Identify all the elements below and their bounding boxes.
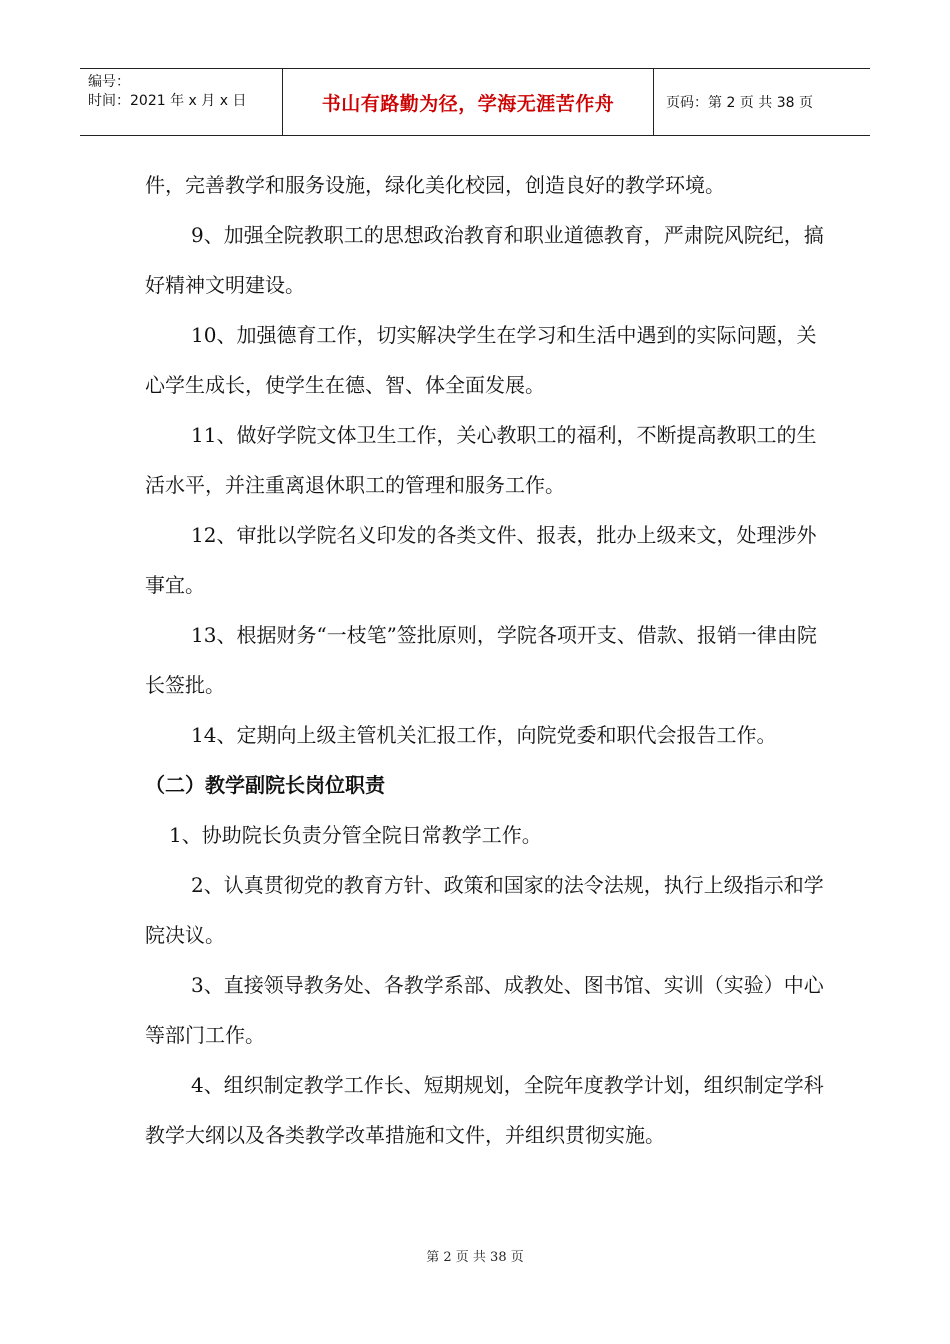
- page-footer: 第 2 页 共 38 页: [426, 1250, 524, 1265]
- header-motto: 书山有路勤为径，学海无涯苦作舟: [282, 69, 654, 135]
- header-meta: [80, 69, 282, 135]
- paragraph: 件，完善教学和服务设施，绿化美化校园，创造良好的教学环境。: [145, 173, 725, 197]
- section-item: 3、直接领导教务处、各教学系部、成教处、图书馆、实训（实验）中心等部门工作。: [145, 973, 824, 1047]
- paragraph: 11、做好学院文体卫生工作，关心教职工的福利，不断提高教职工的生活水平，并注重离退休职工的管理和服务工作。: [145, 423, 817, 497]
- page-header: [80, 68, 870, 136]
- header-number-label: 编号：: [88, 74, 130, 90]
- section-item: 1、协助院长负责分管全院日常教学工作。: [169, 823, 542, 847]
- section-item: 2、认真贯彻党的教育方针、政策和国家的法令法规，执行上级指示和学院决议。: [145, 873, 824, 947]
- header-page-code: 页码：第 2 页 共 38 页: [666, 95, 813, 111]
- section-item: 4、组织制定教学工作长、短期规划，全院年度教学计划，组织制定学科教学大纲以及各类教学改革措施和文件，并组织贯彻实施。: [145, 1073, 824, 1147]
- document-body: [145, 160, 835, 1160]
- paragraph: 13、根据财务“一枝笔”签批原则，学院各项开支、借款、报销一律由院长签批。: [145, 623, 817, 697]
- paragraph: 12、审批以学院名义印发的各类文件、报表，批办上级来文，处理涉外事宜。: [145, 523, 817, 597]
- section-heading: （二）教学副院长岗位职责: [145, 773, 385, 797]
- paragraph: 9、加强全院教职工的思想政治教育和职业道德教育，严肃院风院纪，搞好精神文明建设。: [145, 223, 824, 297]
- paragraph: 10、加强德育工作，切实解决学生在学习和生活中遇到的实际问题，关心学生成长，使学生在德、智、体全面发展。: [145, 323, 817, 397]
- paragraph: 14、定期向上级主管机关汇报工作，向院党委和职代会报告工作。: [191, 723, 777, 747]
- header-time-label: 时间：2021 年 x 月 x 日: [88, 93, 247, 109]
